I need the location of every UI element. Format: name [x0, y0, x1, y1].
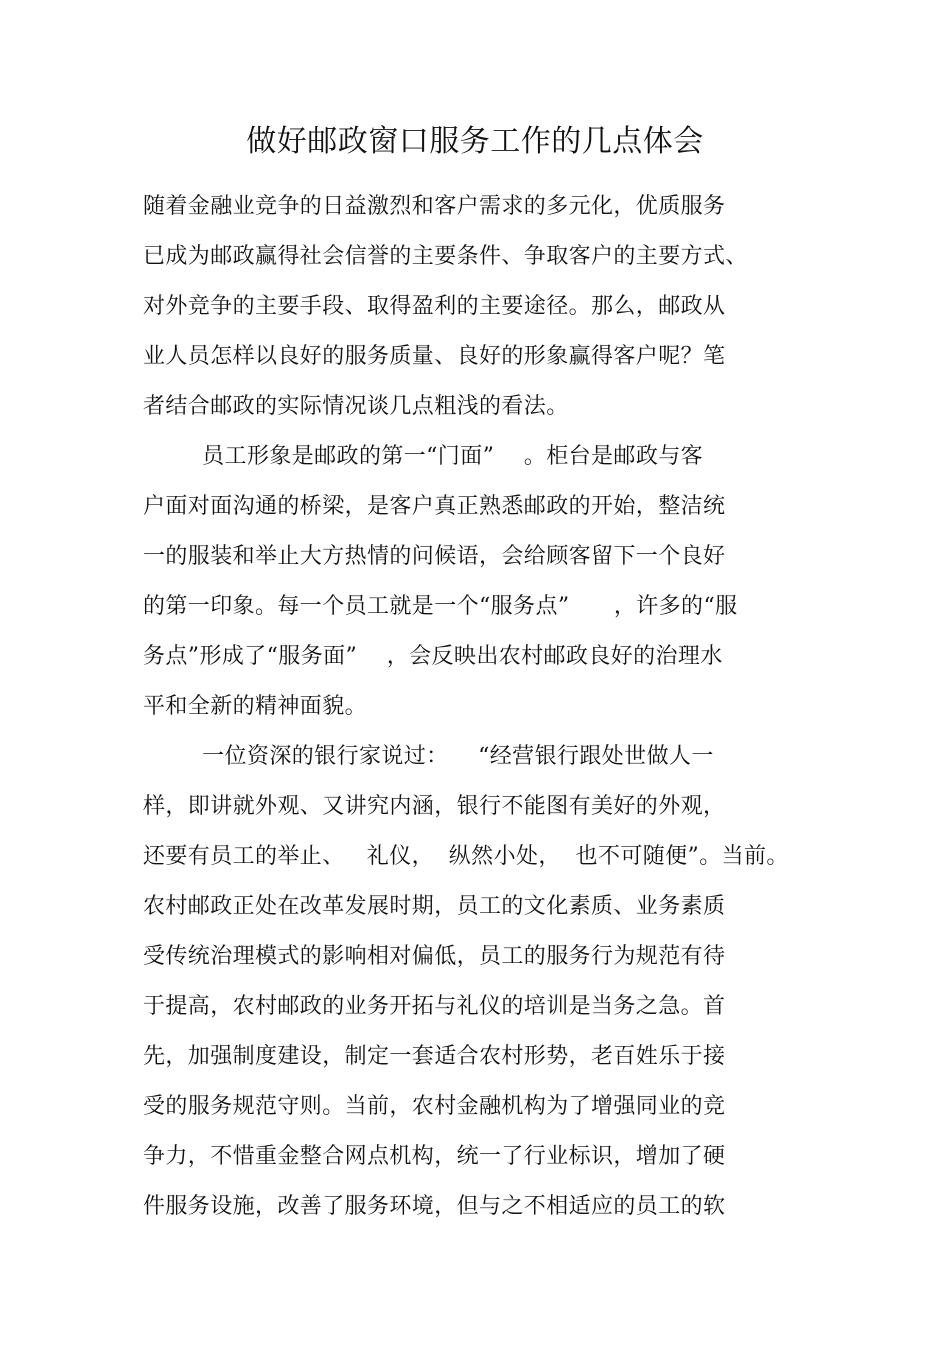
body-line: 件服务设施，改善了服务环境，但与之不相适应的员工的软	[143, 1194, 726, 1219]
body-line: 受的服务规范守则。当前，农村金融机构为了增强同业的竞	[143, 1094, 726, 1119]
body-line: 员工形象是邮政的第一“门面” 。柜台是邮政与客	[143, 444, 704, 469]
body-line: 已成为邮政赢得社会信誉的主要条件、争取客户的主要方式、	[143, 244, 748, 269]
body-line: 一位资深的银行家说过： “经营银行跟处世做人一	[143, 744, 714, 769]
body-line: 受传统治理模式的影响相对偏低，员工的服务行为规范有待	[143, 944, 726, 969]
body-line: 争力，不惜重金整合网点机构，统一了行业标识，增加了硬	[143, 1144, 726, 1169]
body-line: 样，即讲就外观、又讲究内涵，银行不能图有美好的外观，	[143, 794, 726, 819]
body-line: 先，加强制度建设，制定一套适合农村形势，老百姓乐于接	[143, 1044, 726, 1069]
body-line: 的第一印象。每一个员工就是一个“服务点” ，许多的“服	[143, 594, 738, 619]
body-line: 农村邮政正处在改革发展时期，员工的文化素质、业务素质	[143, 894, 726, 919]
body-line: 业人员怎样以良好的服务质量、良好的形象赢得客户呢？笔	[143, 344, 726, 369]
body-line: 一的服装和举止大方热情的问候语，会给顾客留下一个良好	[143, 544, 726, 569]
body-line: 者结合邮政的实际情况谈几点粗浅的看法。	[143, 394, 569, 419]
body-line: 平和全新的精神面貌。	[143, 694, 368, 719]
document-title: 做好邮政窗口服务工作的几点体会	[246, 124, 704, 159]
body-line: 户面对面沟通的桥梁，是客户真正熟悉邮政的开始，整洁统	[143, 494, 726, 519]
body-line: 随着金融业竞争的日益激烈和客户需求的多元化，优质服务	[143, 194, 726, 219]
body-line: 务点”形成了“服务面” ，会反映出农村邮政良好的治理水	[143, 644, 723, 669]
body-line: 对外竞争的主要手段、取得盈利的主要途径。那么，邮政从	[143, 294, 726, 319]
body-line: 于提高，农村邮政的业务开拓与礼仪的培训是当务之急。首	[143, 994, 726, 1019]
body-line: 还要有员工的举止、 礼仪， 纵然小处， 也不可随便”。当前。	[143, 844, 789, 869]
